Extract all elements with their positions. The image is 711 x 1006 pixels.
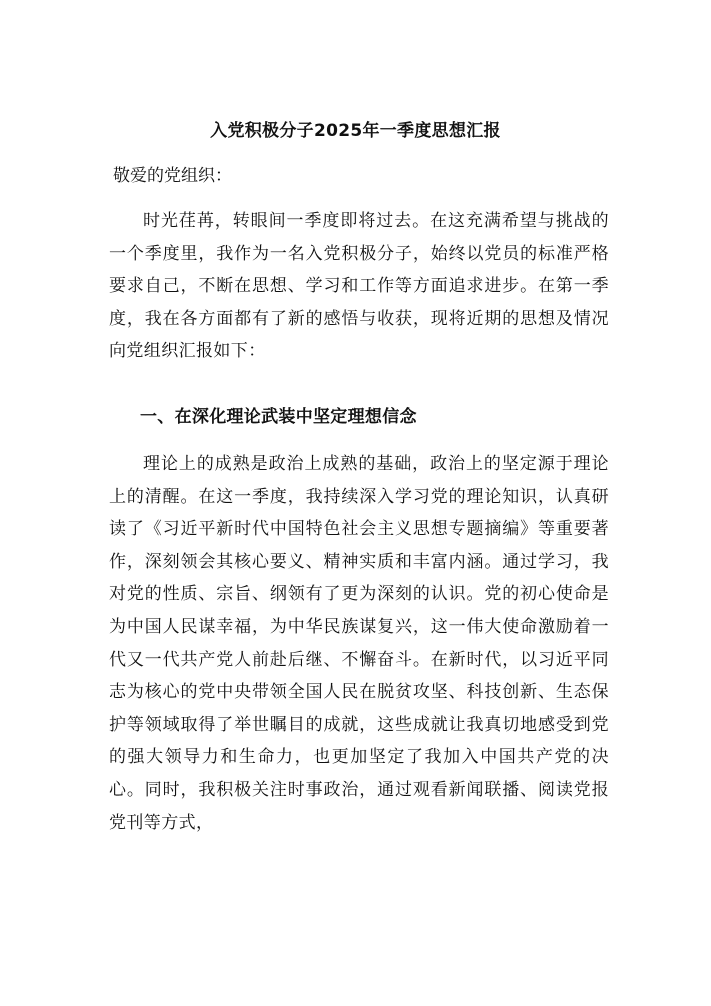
paragraph-intro: 时光荏苒，转眼间一季度即将过去。在这充满希望与挑战的一个季度里，我作为一名入党积极分子，始终以党员的标准严格要求自己，不断在思想、学习和工作等方面追求进步。在第一季度，我在各方面都有了新的感悟与收获，现将近期的思想及情况向党组织汇报如下：	[109, 211, 609, 362]
paragraph-theory: 理论上的成熟是政治上成熟的基础，政治上的坚定源于理论上的清醒。在这一季度，我持续深入学习党的理论知识，认真研读了《习近平新时代中国特色社会主义思想专题摘编》等重要著作，深刻领会其核心要义、精神实质和丰富内涵。通过学习，我对党的性质、宗旨、纲领有了更为深刻的认识。党的初心使命是为中国人民谋幸福，为中华民族谋复兴，这一伟大使命激励着一代又一代共产党人前赴后继、不懈奋斗。在新时代，以习近平同志为核心的党中央带领全国人民在脱贫攻坚、科技创新、生态保护等领域取得了举世瞩目的成就，这些成就让我真切地感受到党的强大领导力和生命力，也更加坚定了我加入中国共产党的决心。同时，我积极关注时事政治，通过观看新闻联播、阅读党报党刊等方式，	[109, 454, 609, 833]
section-heading: 一、在深化理论武装中坚定理想信念	[140, 407, 417, 427]
salutation: 敬爱的党组织：	[113, 166, 232, 186]
document-title: 入党积极分子2025年一季度思想汇报	[210, 121, 501, 141]
